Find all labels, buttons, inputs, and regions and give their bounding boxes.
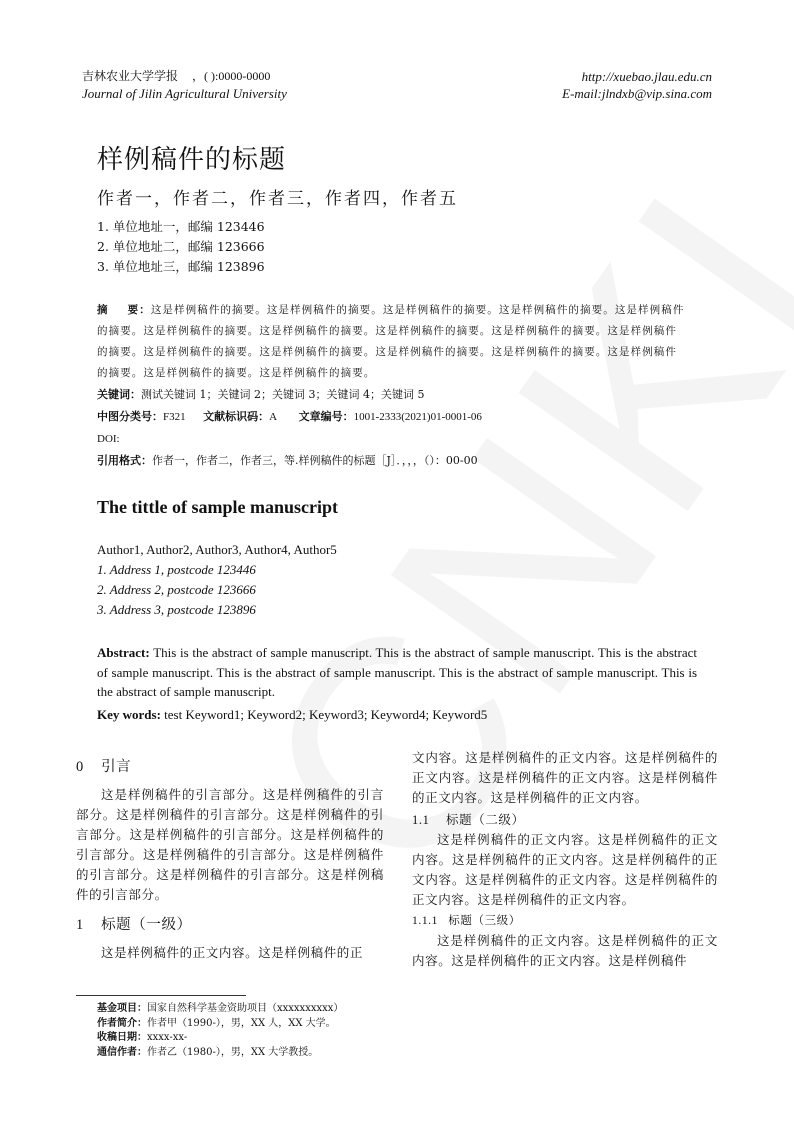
- affiliation-zh: 2. 单位地址二，邮编 123666: [97, 239, 265, 254]
- abstract-zh-line: 的摘要。这是样例稿件的摘要。这是样例稿件的摘要。这是样例稿件的摘要。这是样例稿件的摘要。这是样例稿件: [97, 325, 677, 337]
- footnote-label: 通信作者：: [97, 1046, 147, 1058]
- section-1-1-1-paragraph: 这是样例稿件的正文内容。这是样例稿件的正文内容。这是样例稿件的正文内容。这是样例稿件: [412, 933, 718, 968]
- abstract-zh-line: 的摘要。这是样例稿件的摘要。这是样例稿件的摘要。: [97, 367, 376, 379]
- doi-line: [97, 428, 717, 450]
- doc-code-value: A: [269, 411, 278, 423]
- footnote-text: 作者甲（1990-），男，XX 人，XX 大学。: [147, 1017, 336, 1029]
- authors-zh: 作者一，作者二，作者三，作者四，作者五: [97, 189, 458, 209]
- footnote-author-bio: [97, 1017, 417, 1032]
- abstract-en: [97, 643, 697, 702]
- footnote-corresponding-author: [97, 1046, 417, 1061]
- journal-name-zh: 吉林农业大学学报: [82, 69, 179, 83]
- abstract-en-label: Abstract:: [97, 645, 150, 660]
- footnote-text: 国家自然科学基金资助项目（xxxxxxxxxx）: [147, 1003, 344, 1014]
- affiliation-en: 2. Address 2, postcode 123666: [97, 582, 256, 597]
- journal-url[interactable]: http://xuebao.jlau.edu.cn: [581, 69, 712, 84]
- article-no-value: 1001-2333(2021)01-0001-06: [353, 411, 482, 423]
- abstract-zh: [97, 300, 707, 384]
- section-number: 1: [76, 917, 84, 933]
- abstract-zh-label: 摘 要：: [97, 304, 151, 316]
- keywords-en-label: Key words:: [97, 707, 161, 722]
- clc-value: F321: [163, 411, 186, 423]
- keywords-zh-text: 测试关键词 1；关键词 2；关键词 3；关键词 4；关键词 5: [141, 388, 425, 401]
- journal-issue: ，( ):0000-0000: [192, 69, 271, 83]
- section-title: 引言: [101, 759, 132, 775]
- section-heading-1: [76, 915, 384, 935]
- section-number: 1.1: [412, 813, 430, 827]
- footnote-label: 基金项目：: [97, 1003, 147, 1014]
- section-1-paragraph: 这是样例稿件的正文内容。这是样例稿件的正: [101, 945, 364, 960]
- left-column: [76, 755, 384, 963]
- intro-paragraph: 这是样例稿件的引言部分。这是样例稿件的引言部分。这是样例稿件的引言部分。这是样例稿件的引言部分。这是样例稿件的引言部分。这是样例稿件的引言部分。这是样例稿件的引言部分。这是样例稿件的引言部分。这是样例稿件的引言部分。这是样例稿件的引言部分。: [76, 787, 384, 902]
- paper-title-en: The tittle of sample manuscript: [97, 497, 338, 517]
- section-heading-1-1: [412, 810, 718, 830]
- right-column: [412, 748, 718, 971]
- clc-label: 中图分类号：: [97, 410, 163, 423]
- citation-text: 作者一，作者二，作者三，等.样例稿件的标题［J］．，，，（）：00-00: [152, 454, 478, 467]
- journal-name-en: Journal of Jilin Agricultural University: [82, 86, 287, 101]
- affiliations-en: [97, 560, 256, 620]
- footnote-rule: [76, 995, 246, 996]
- section-number: 1.1.1: [412, 915, 438, 927]
- keywords-en-text: test Keyword1; Keyword2; Keyword3; Keyword4; Keyword5: [164, 707, 488, 722]
- authors-en: Author1, Author2, Author3, Author4, Author5: [97, 542, 337, 557]
- body-continuation: 文内容。这是样例稿件的正文内容。这是样例稿件的正文内容。这是样例稿件的正文内容。这是样例稿件的正文内容。这是样例稿件的正文内容。: [412, 750, 718, 805]
- keywords-zh: [97, 384, 717, 406]
- footnote-text: 作者乙（1980-），男，XX 大学教授。: [147, 1046, 319, 1058]
- abstract-zh-line: 的摘要。这是样例稿件的摘要。这是样例稿件的摘要。这是样例稿件的摘要。这是样例稿件的摘要。这是样例稿件: [97, 346, 677, 358]
- section-title: 标题（三级）: [448, 913, 521, 927]
- section-heading-1-1-1: [412, 910, 718, 931]
- abstract-en-text: This is the abstract of sample manuscript. This is the abstract of sample manuscript. This is the abstract of sample manuscript. This is the abstract of sample manuscript. This is the abstract of sample manuscript. This is the abstract of sample manuscript.: [97, 645, 698, 699]
- journal-header-left: [82, 68, 402, 102]
- section-title: 标题（一级）: [101, 917, 192, 933]
- doi-label: DOI:: [97, 433, 120, 445]
- affiliations-zh: [97, 217, 265, 277]
- footnote-received-date: [97, 1031, 417, 1046]
- abstract-zh-line: 这是样例稿件的摘要。这是样例稿件的摘要。这是样例稿件的摘要。这是样例稿件的摘要。这是样例稿件: [150, 304, 685, 316]
- section-heading-intro: [76, 757, 384, 777]
- article-no-label: 文章编号：: [298, 410, 354, 423]
- affiliation-zh: 1. 单位地址一，邮编 123446: [97, 219, 265, 234]
- journal-email[interactable]: E-mail:jlndxb@vip.sina.com: [562, 86, 712, 101]
- keywords-en: [97, 705, 487, 725]
- section-number: 0: [76, 759, 84, 775]
- citation-label: 引用格式：: [97, 454, 152, 467]
- citation-line: [97, 450, 717, 472]
- paper-title-zh: 样例稿件的标题: [97, 145, 287, 175]
- footnote-funding: [97, 1002, 417, 1017]
- section-1-1-paragraph: 这是样例稿件的正文内容。这是样例稿件的正文内容。这是样例稿件的正文内容。这是样例稿件的正文内容。这是样例稿件的正文内容。这是样例稿件的正文内容。这是样例稿件的正文内容。: [412, 832, 718, 907]
- affiliation-en: 1. Address 1, postcode 123446: [97, 562, 256, 577]
- footnote-label: 作者简介：: [97, 1017, 147, 1029]
- footnotes: [97, 1002, 417, 1060]
- footnote-text: xxxx-xx-: [147, 1032, 188, 1043]
- classification-line: [97, 406, 717, 428]
- doc-code-label: 文献标识码：: [203, 410, 270, 423]
- section-title: 标题（二级）: [446, 812, 525, 827]
- footnote-label: 收稿日期：: [97, 1032, 147, 1043]
- affiliation-en: 3. Address 3, postcode 123896: [97, 602, 256, 617]
- journal-header-right: [412, 68, 712, 102]
- affiliation-zh: 3. 单位地址三，邮编 123896: [97, 259, 265, 274]
- meta-block: [97, 384, 717, 472]
- keywords-zh-label: 关键词：: [97, 388, 141, 401]
